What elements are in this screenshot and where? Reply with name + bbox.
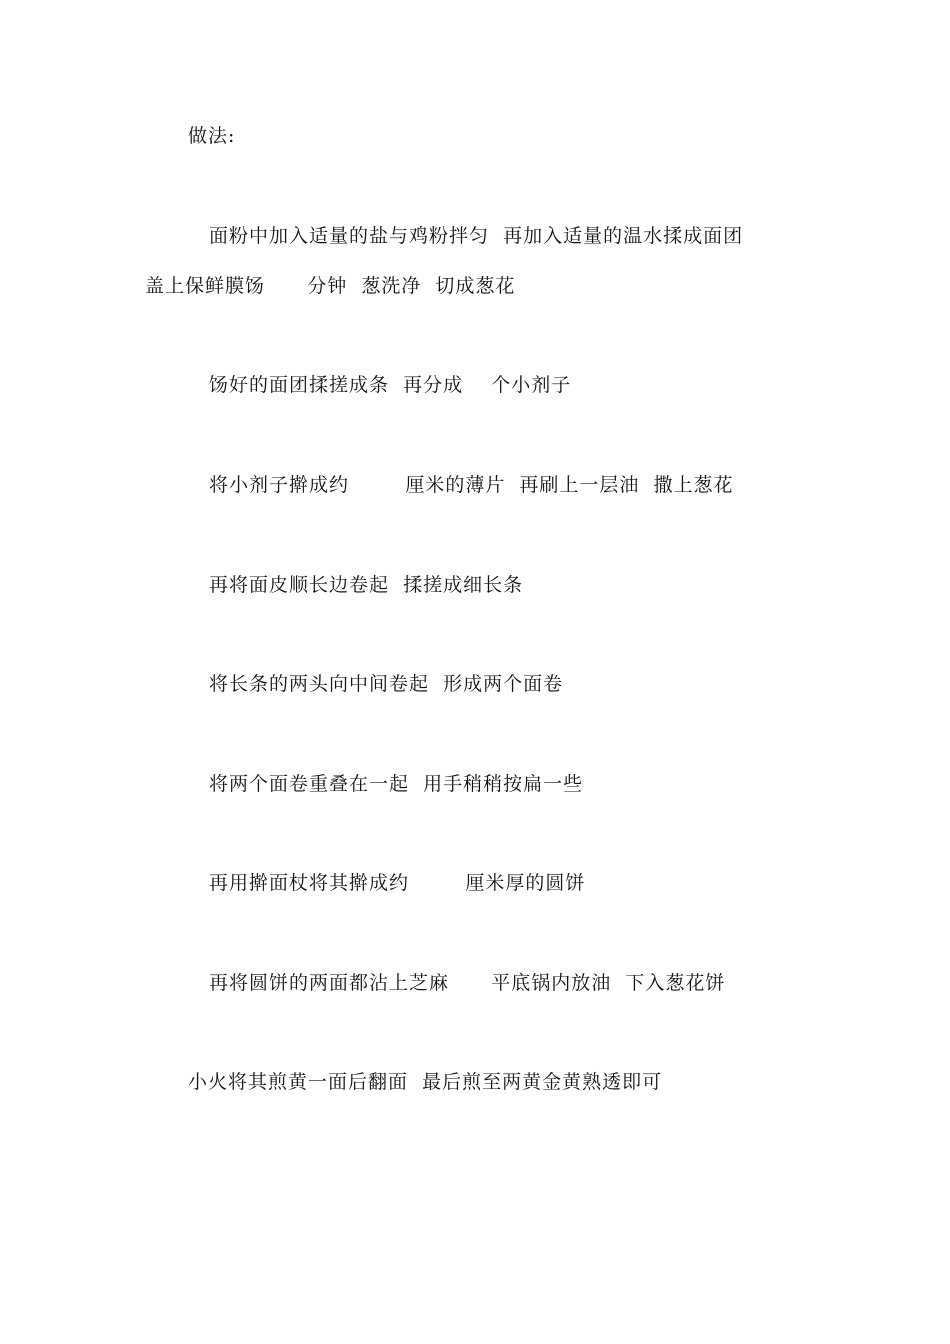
step-line-3: 饧好的面团揉搓成条 再分成 个小剂子 — [209, 374, 572, 396]
step-line-8: 再用擀面杖将其擀成约 厘米厚的圆饼 — [209, 872, 586, 894]
step-line-4: 将小剂子擀成约 厘米的薄片 再刷上一层油 撒上葱花 — [209, 474, 734, 496]
step-line-2: 盖上保鲜膜饧 分钟 葱洗净 切成葱花 — [145, 275, 516, 297]
step-line-1: 面粉中加入适量的盐与鸡粉拌匀 再加入适量的温水揉成面团 — [209, 225, 744, 247]
step-line-10: 小火将其煎黄一面后翻面 最后煎至两黄金黄熟透即可 — [188, 1071, 663, 1093]
step-line-6: 将长条的两头向中间卷起 形成两个面卷 — [209, 673, 564, 695]
step-line-7: 将两个面卷重叠在一起 用手稍稍按扁一些 — [209, 773, 584, 795]
method-heading: 做法: — [188, 125, 236, 147]
step-line-9: 再将圆饼的两面都沾上芝麻 平底锅内放油 下入葱花饼 — [209, 972, 726, 994]
step-line-5: 再将面皮顺长边卷起 揉搓成细长条 — [209, 574, 524, 596]
